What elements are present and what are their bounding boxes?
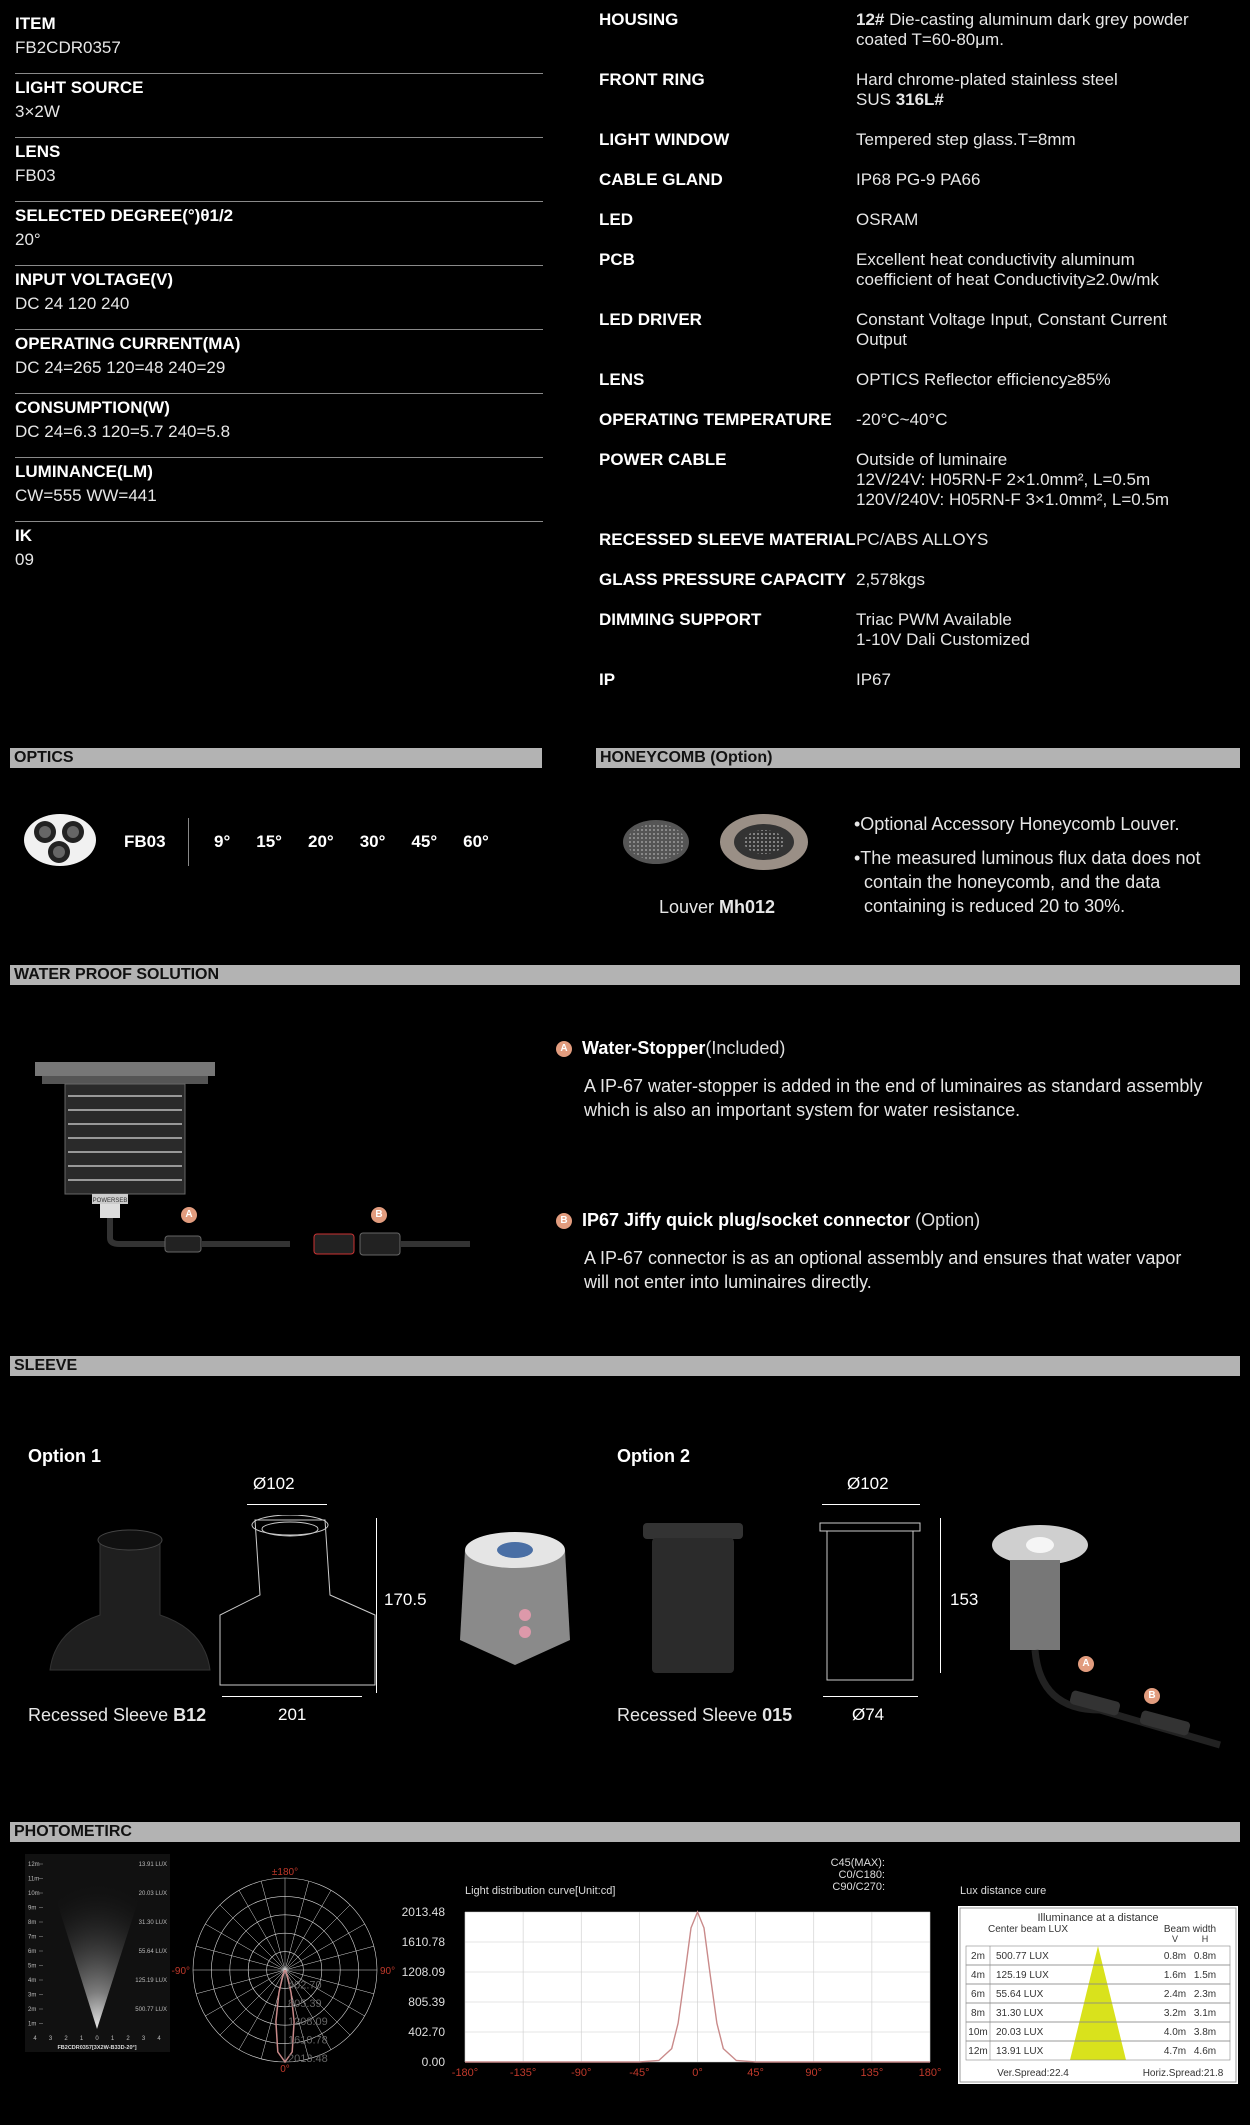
legend-c90: C90/C270: xyxy=(832,1881,885,1893)
x-tick-label: -90° xyxy=(571,2067,592,2079)
spec-row xyxy=(15,522,543,586)
lux-h: 0.8m xyxy=(1193,1951,1217,1962)
lux-value: 500.77 LUX xyxy=(996,1951,1049,1962)
spec-label-operating-temperature: OPERATING TEMPERATURE xyxy=(599,410,832,429)
spec-label-ip: IP xyxy=(599,670,616,689)
polar-value-label: 2013.48 xyxy=(288,2053,328,2065)
sleeve-option2-title: Option 2 xyxy=(617,1446,690,1466)
sleeve-b12-caption: Recessed Sleeve B12 xyxy=(28,1705,207,1725)
spec-value: FB03 xyxy=(15,166,56,185)
spec-label: LENS xyxy=(15,142,61,161)
spec-value-power-cable: Outside of luminaire 12V/24V: H05RN-F 2×1.0mm², L=0.5m 120V/240V: H05RN-F 3×1.0mm², L=0.5m xyxy=(856,450,1170,509)
waterproof-section-header: WATER PROOF SOLUTION xyxy=(10,965,1240,985)
polar-value-label: 1610.78 xyxy=(288,2034,328,2047)
honeycomb-section-header: HONEYCOMB (Option) xyxy=(596,748,1240,768)
product-label: POWERSEB xyxy=(92,1198,128,1204)
lux-h: 3.8m xyxy=(1193,2027,1217,2038)
lux-value: 55.64 LUX xyxy=(996,1989,1044,2000)
beam-lux-label: 20.03 LUX xyxy=(138,1891,167,1897)
beam-lux-label: 55.64 LUX xyxy=(138,1949,167,1955)
spec-value: 09 xyxy=(15,550,34,569)
lux-distance-table xyxy=(958,1906,1238,2084)
connector-title: B IP67 Jiffy quick plug/socket connector (Option) xyxy=(556,1210,980,1231)
lux-distance: 2m xyxy=(971,1951,985,1962)
beam-xtick: 1 xyxy=(79,2036,84,2042)
sleeve-015-diameter: Ø102 xyxy=(847,1474,889,1493)
spec-value: DC 24=265 120=48 240=29 xyxy=(15,358,226,377)
lux-distance: 12m xyxy=(968,2046,988,2057)
curve-title: Light distribution curve[Unit:cd] xyxy=(465,1885,616,1897)
sleeve-015-assembly-image xyxy=(990,1520,1240,1760)
sleeve-015-drawing xyxy=(815,1515,925,1685)
spec-value-glass-pressure: 2,578kgs xyxy=(856,570,925,589)
legend-c0: C0/C180: xyxy=(838,1869,885,1881)
dimension-line xyxy=(822,1504,920,1505)
spec-table-left xyxy=(15,10,543,586)
beam-height-label: 3m xyxy=(28,1992,37,1999)
dimension-line-base xyxy=(222,1696,362,1697)
spec-row xyxy=(15,10,543,74)
lux-v: 3.2m xyxy=(1163,2008,1187,2019)
polar-label-top: ±180° xyxy=(271,1867,299,1878)
spec-value: DC 24=6.3 120=5.7 240=5.8 xyxy=(15,422,231,441)
beam-caption: FB2CDR0357[3X2W-B33D-20°] xyxy=(57,2045,137,2051)
beam-lux-label: 13.91 LUX xyxy=(138,1862,167,1868)
spec-value: CW=555 WW=441 xyxy=(15,486,157,505)
y-tick-label: 402.70 xyxy=(408,2025,445,2039)
spec-value-front-ring: Hard chrome-plated stainless steel SUS 316L# xyxy=(856,70,1118,109)
spec-label: LIGHT SOURCE xyxy=(15,78,144,97)
spec-label-front-ring: FRONT RING xyxy=(599,70,705,89)
beam-height-label: 2m xyxy=(28,2007,37,2013)
lux-distance: 6m xyxy=(971,1989,985,2000)
lux-distance-panel xyxy=(958,1906,1238,2084)
polar-value-label: 402.70 xyxy=(288,1979,322,1992)
lux-value: 31.30 LUX xyxy=(996,2008,1044,2019)
polar-label-left: -90° xyxy=(171,1966,190,1977)
x-tick-label: 135° xyxy=(860,2067,884,2079)
beam-xtick: 2 xyxy=(64,2036,68,2042)
x-tick-label: 180° xyxy=(918,2067,942,2079)
spec-label-cable-gland: CABLE GLAND xyxy=(599,170,723,189)
optics-angle: 45° xyxy=(411,832,438,851)
polar-value-label: 1208.09 xyxy=(288,2016,328,2029)
lens-image xyxy=(20,810,100,870)
spec-label-glass-pressure: GLASS PRESSURE CAPACITY xyxy=(599,570,847,589)
lux-h: 4.6m xyxy=(1193,2046,1217,2057)
lux-header: Illuminance at a distance xyxy=(1037,1912,1159,1924)
spec-label-sleeve-material: RECESSED SLEEVE MATERIAL xyxy=(599,530,856,549)
lux-title: Lux distance cure xyxy=(960,1885,1047,1897)
spec-row xyxy=(15,330,543,394)
spec-label-dimming: DIMMING SUPPORT xyxy=(599,610,762,629)
beam-height-label: 1m xyxy=(28,2021,37,2028)
x-tick-label: 0° xyxy=(692,2067,703,2079)
x-tick-label: 90° xyxy=(805,2067,823,2079)
spec-value-pcb: Excellent heat conductivity aluminum coefficient of heat Conductivity≥2.0w/mk xyxy=(856,250,1159,289)
sleeve-015-caption: Recessed Sleeve 015 xyxy=(617,1705,793,1725)
spec-value: DC 24 120 240 xyxy=(15,294,130,313)
lux-value: 20.03 LUX xyxy=(996,2027,1044,2038)
spec-label: IK xyxy=(15,526,32,545)
spec-label-led-driver: LED DRIVER xyxy=(599,310,702,329)
badge-a-icon: A xyxy=(556,1041,572,1057)
light-distribution-chart xyxy=(390,1900,945,2090)
spec-label-housing: HOUSING xyxy=(599,10,679,29)
water-stopper-desc: A IP-67 water-stopper is added in the end of luminaires as standard assembly which is also an important system for water resistance. xyxy=(584,1076,1203,1120)
y-tick-label: 1208.09 xyxy=(401,1965,445,1979)
spec-label: OPERATING CURRENT(MA) xyxy=(15,334,241,353)
spec-row xyxy=(15,458,543,522)
sleeve-b12-drawing xyxy=(215,1515,385,1695)
beam-spread-diagram xyxy=(25,1854,170,2052)
beam-lux-label: 31.30 LUX xyxy=(138,1920,167,1926)
lux-v: 2.4m xyxy=(1163,1989,1187,2000)
y-tick-label: 0.00 xyxy=(421,2055,445,2069)
honeycomb-note-1: •Optional Accessory Honeycomb Louver. xyxy=(854,814,1180,834)
spec-label: SELECTED DEGREE(°)θ1/2 xyxy=(15,206,234,225)
beam-height-label: 5m xyxy=(28,1963,37,1970)
beam-height-label: 4m xyxy=(28,1978,37,1984)
spec-value: 20° xyxy=(15,230,41,249)
spec-value: FB2CDR0357 xyxy=(15,38,121,57)
beam-xtick: 4 xyxy=(33,2036,37,2042)
polar-value-label: 805.39 xyxy=(288,1997,322,2010)
polar-distribution-chart xyxy=(170,1865,415,2085)
beam-height-label: 6m xyxy=(28,1949,37,1955)
diagram-badge-a: A xyxy=(181,1207,197,1223)
optics-angle: 20° xyxy=(307,832,334,851)
spec-value-cable-gland: IP68 PG-9 PA66 xyxy=(856,170,981,189)
ver-spread: Ver.Spread:22.4 xyxy=(997,2068,1069,2079)
optics-lens-name: FB03 xyxy=(124,832,166,851)
spec-value-operating-temperature: -20°C~40°C xyxy=(856,410,948,429)
assembly-badge-a: A xyxy=(1078,1656,1094,1672)
lux-value: 13.91 LUX xyxy=(996,2046,1044,2057)
dimension-line-base xyxy=(823,1696,918,1697)
connector-desc: A IP-67 connector is as an optional assembly and ensures that water vapor will not enter into luminaires directly. xyxy=(584,1248,1182,1292)
spec-value-ip: IP67 xyxy=(856,670,891,689)
x-tick-label: -180° xyxy=(451,2067,479,2079)
louver-caption: Louver Mh012 xyxy=(659,897,776,917)
spec-label-lens: LENS xyxy=(599,370,645,389)
beam-xtick: 3 xyxy=(141,2036,146,2042)
curve-legend xyxy=(780,1857,885,1893)
sleeve-015-image xyxy=(638,1518,748,1678)
beam-height-label: 7m xyxy=(28,1934,37,1941)
lux-v: 4.7m xyxy=(1163,2046,1187,2057)
spec-label: CONSUMPTION(W) xyxy=(15,398,170,417)
spec-label-pcb: PCB xyxy=(599,250,635,269)
dimension-line-vertical xyxy=(376,1518,377,1693)
spec-label: ITEM xyxy=(15,14,56,33)
polar-label-right: 90° xyxy=(380,1966,396,1977)
lux-h-head: H xyxy=(1201,1934,1209,1944)
y-tick-label: 2013.48 xyxy=(401,1905,445,1919)
optics-angle: 9° xyxy=(214,832,231,851)
legend-c45: C45(MAX): xyxy=(830,1857,885,1869)
diagram-badge-b: B xyxy=(371,1207,387,1223)
spec-row xyxy=(15,74,543,138)
spec-value-housing: 12# Die-casting aluminum dark grey powder coated T=60-80μm. xyxy=(856,10,1189,49)
beam-xtick: 1 xyxy=(110,2036,115,2042)
beam-height-label: 8m xyxy=(28,1920,37,1926)
water-stopper-title: A Water-Stopper(Included) xyxy=(556,1038,785,1059)
optics-angle: 60° xyxy=(463,832,489,851)
spec-value-lens: OPTICS Reflector efficiency≥85% xyxy=(856,370,1111,389)
spec-value-led: OSRAM xyxy=(856,210,919,229)
lux-v-head: V xyxy=(1171,1934,1179,1944)
y-tick-label: 1610.78 xyxy=(401,1935,445,1949)
dimension-line xyxy=(247,1504,327,1505)
sleeve-b12-diameter: Ø102 xyxy=(253,1474,295,1493)
sleeve-b12-height: 170.5 xyxy=(384,1590,427,1609)
spec-value-light-window: Tempered step glass.T=8mm xyxy=(856,130,1076,149)
spec-label-light-window: LIGHT WINDOW xyxy=(599,130,730,149)
x-tick-label: -45° xyxy=(629,2067,650,2079)
lux-h: 3.1m xyxy=(1193,2008,1217,2019)
polar-label-bottom: 0° xyxy=(280,2064,290,2075)
optics-section-header: OPTICS xyxy=(10,748,542,768)
spec-value-dimming: Triac PWM Available 1-10V Dali Customized xyxy=(856,610,1030,649)
waterproof-diagram xyxy=(30,1060,490,1260)
beam-height-label: 10m xyxy=(28,1891,40,1897)
beam-height-label: 9m xyxy=(28,1905,37,1912)
hor-spread: Horiz.Spread:21.8 xyxy=(1142,2068,1224,2079)
lux-h: 2.3m xyxy=(1193,1989,1217,2000)
spec-label: LUMINANCE(LM) xyxy=(15,462,153,481)
beam-xtick: 4 xyxy=(157,2036,161,2042)
spec-row xyxy=(15,138,543,202)
spec-label: INPUT VOLTAGE(V) xyxy=(15,270,174,289)
honeycomb-note-2: •The measured luminous flux data does not xyxy=(854,848,1201,868)
spec-label-led: LED xyxy=(599,210,633,229)
lux-sub-center: Center beam LUX xyxy=(987,1924,1069,1935)
optics-angle-list xyxy=(214,832,515,852)
spec-row xyxy=(15,266,543,330)
beam-xtick: 3 xyxy=(48,2036,53,2042)
optics-angle: 15° xyxy=(256,832,282,851)
lux-value: 125.19 LUX xyxy=(996,1970,1049,1981)
beam-height-label: 12m xyxy=(28,1862,40,1868)
assembly-badge-b: B xyxy=(1144,1688,1160,1704)
lux-distance: 4m xyxy=(971,1970,985,1981)
badge-b-icon: B xyxy=(556,1213,572,1229)
x-tick-label: 45° xyxy=(747,2067,764,2079)
lux-distance: 8m xyxy=(971,2008,985,2019)
sleeve-b12-base: 201 xyxy=(278,1705,307,1724)
lux-v: 4.0m xyxy=(1163,2027,1187,2038)
honeycomb-notes xyxy=(854,812,1201,918)
lux-distance: 10m xyxy=(968,2027,988,2038)
beam-lux-label: 125.19 LUX xyxy=(135,1978,167,1984)
lux-h: 1.5m xyxy=(1193,1970,1217,1981)
optics-divider xyxy=(188,818,189,866)
sleeve-option1-title: Option 1 xyxy=(28,1446,101,1466)
beam-lux-label: 500.77 LUX xyxy=(135,2007,167,2013)
sleeve-b12-assembly-image xyxy=(440,1520,590,1670)
honeycomb-note-2-line3: containing is reduced 20 to 30%. xyxy=(864,896,1126,916)
spec-row xyxy=(15,202,543,266)
sleeve-b12-image xyxy=(40,1520,220,1680)
spec-value-sleeve-material: PC/ABS ALLOYS xyxy=(856,530,989,549)
spec-label-power-cable: POWER CABLE xyxy=(599,450,727,469)
beam-xtick: 0 xyxy=(95,2036,99,2042)
x-tick-label: -135° xyxy=(509,2067,537,2079)
photometric-section-header: PHOTOMETIRC xyxy=(10,1822,1240,1842)
honeycomb-louver-image xyxy=(620,812,820,872)
sleeve-015-base: Ø74 xyxy=(852,1705,885,1724)
dimension-line-vertical xyxy=(940,1518,941,1673)
lux-v: 0.8m xyxy=(1163,1951,1187,1962)
spec-value: 3×2W xyxy=(15,102,60,121)
y-tick-label: 805.39 xyxy=(408,1995,445,2009)
beam-height-label: 11m xyxy=(28,1876,40,1883)
spec-row xyxy=(15,394,543,458)
spec-value-led-driver: Constant Voltage Input, Constant Current Output xyxy=(856,310,1167,349)
sleeve-section-header: SLEEVE xyxy=(10,1356,1240,1376)
honeycomb-note-2-line2: contain the honeycomb, and the data xyxy=(864,872,1161,892)
sleeve-015-height: 153 xyxy=(950,1590,979,1609)
lux-v: 1.6m xyxy=(1163,1970,1187,1981)
optics-angle: 30° xyxy=(359,832,386,851)
beam-xtick: 2 xyxy=(126,2036,130,2042)
lux-sub-beam: Beam width xyxy=(1163,1924,1217,1935)
